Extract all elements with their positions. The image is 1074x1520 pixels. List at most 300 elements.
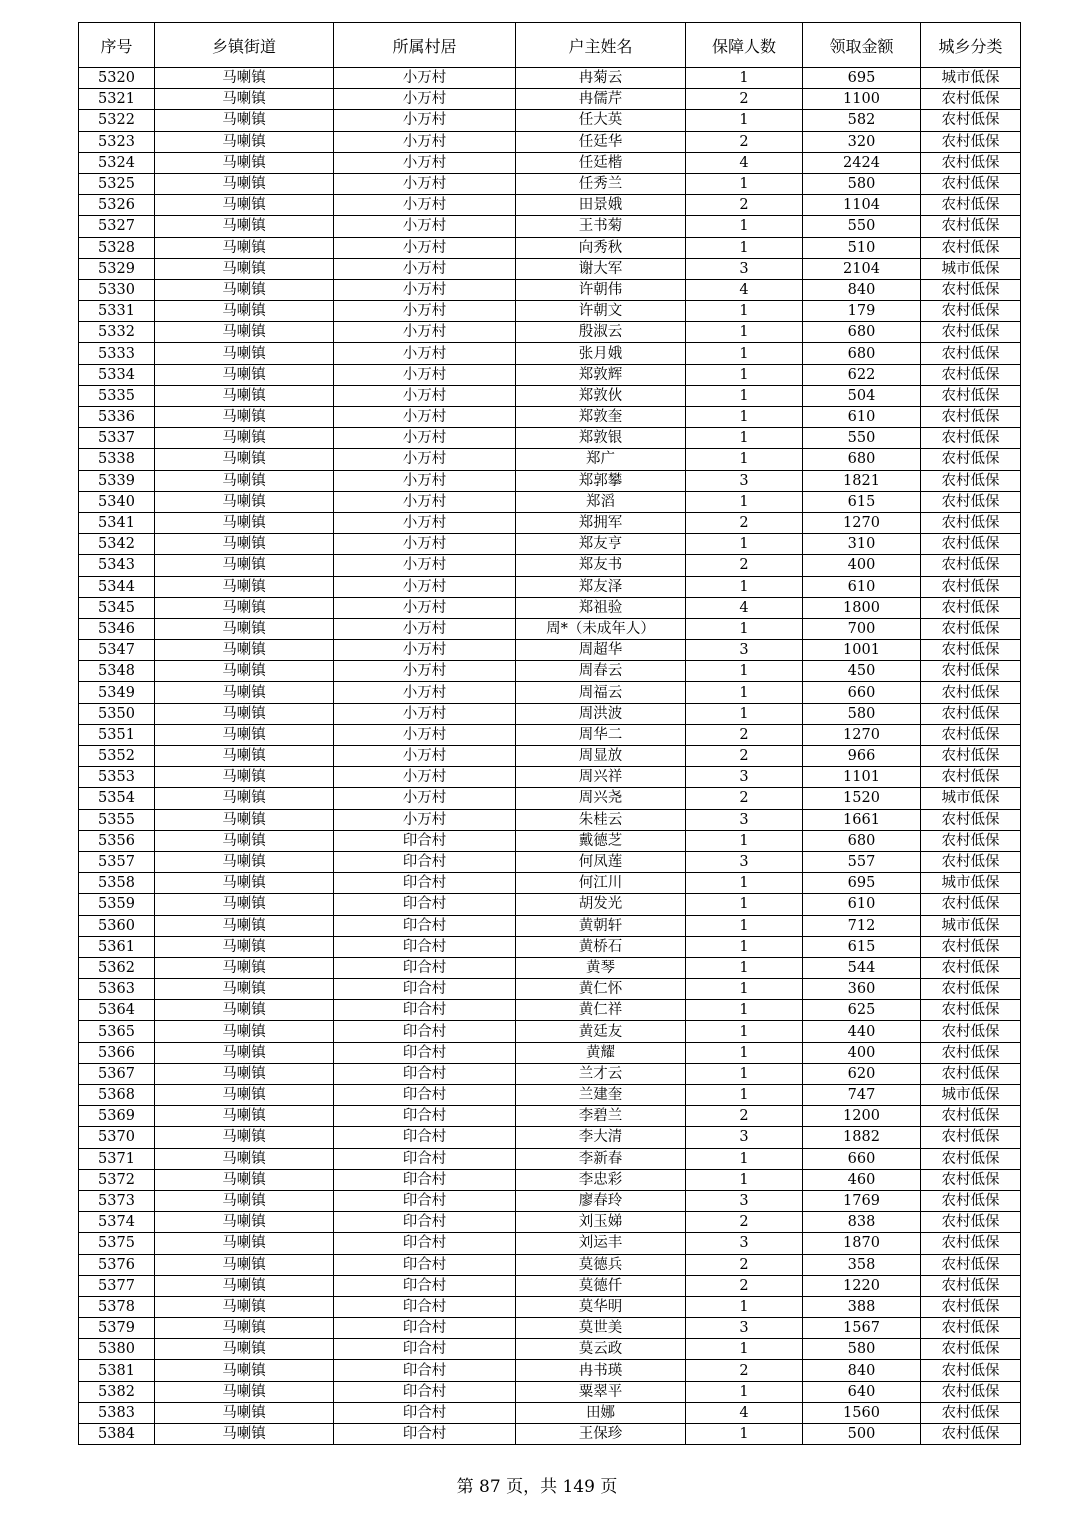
serial-number-cell: 5343 — [79, 555, 155, 576]
table-row — [79, 237, 1021, 258]
village-cell: 印合村 — [334, 936, 516, 957]
amount-cell: 450 — [803, 661, 921, 682]
category-cell: 农村低保 — [921, 1063, 1021, 1084]
table-row — [79, 979, 1021, 1000]
householder-name-cell: 廖春玲 — [516, 1190, 686, 1211]
amount-cell: 695 — [803, 873, 921, 894]
serial-number-cell: 5351 — [79, 724, 155, 745]
township-cell: 马喇镇 — [155, 809, 334, 830]
covered-persons-cell: 1 — [686, 428, 803, 449]
table-row — [79, 936, 1021, 957]
serial-number-cell: 5383 — [79, 1402, 155, 1423]
serial-number-cell: 5369 — [79, 1106, 155, 1127]
amount-cell: 310 — [803, 534, 921, 555]
category-cell: 农村低保 — [921, 724, 1021, 745]
covered-persons-cell: 1 — [686, 703, 803, 724]
village-cell: 小万村 — [334, 258, 516, 279]
serial-number-cell: 5368 — [79, 1085, 155, 1106]
township-cell: 马喇镇 — [155, 1085, 334, 1106]
householder-name-cell: 莫云政 — [516, 1339, 686, 1360]
serial-number-cell: 5357 — [79, 851, 155, 872]
table-row — [79, 428, 1021, 449]
township-cell: 马喇镇 — [155, 89, 334, 110]
category-cell: 农村低保 — [921, 1042, 1021, 1063]
category-cell: 城市低保 — [921, 873, 1021, 894]
township-cell: 马喇镇 — [155, 1127, 334, 1148]
table-row — [79, 724, 1021, 745]
amount-cell: 2424 — [803, 152, 921, 173]
table-row — [79, 173, 1021, 194]
covered-persons-cell: 1 — [686, 873, 803, 894]
township-cell: 马喇镇 — [155, 1212, 334, 1233]
serial-number-cell: 5337 — [79, 428, 155, 449]
serial-number-cell: 5354 — [79, 788, 155, 809]
amount-cell: 400 — [803, 555, 921, 576]
village-cell: 小万村 — [334, 68, 516, 89]
township-cell: 马喇镇 — [155, 1296, 334, 1317]
serial-number-cell: 5321 — [79, 89, 155, 110]
householder-name-cell: 李大清 — [516, 1127, 686, 1148]
serial-number-cell: 5356 — [79, 830, 155, 851]
table-row — [79, 661, 1021, 682]
table-row — [79, 195, 1021, 216]
category-cell: 农村低保 — [921, 1318, 1021, 1339]
category-cell: 农村低保 — [921, 1169, 1021, 1190]
table-row — [79, 1381, 1021, 1402]
township-cell: 马喇镇 — [155, 1254, 334, 1275]
township-cell: 马喇镇 — [155, 746, 334, 767]
category-cell: 农村低保 — [921, 555, 1021, 576]
householder-name-cell: 黄仁祥 — [516, 1000, 686, 1021]
township-cell: 马喇镇 — [155, 1339, 334, 1360]
table-row — [79, 301, 1021, 322]
table-row — [79, 830, 1021, 851]
serial-number-cell: 5348 — [79, 661, 155, 682]
village-cell: 小万村 — [334, 576, 516, 597]
table-row — [79, 618, 1021, 639]
covered-persons-cell: 3 — [686, 1318, 803, 1339]
category-cell: 农村低保 — [921, 173, 1021, 194]
village-cell: 小万村 — [334, 555, 516, 576]
village-cell: 印合村 — [334, 1085, 516, 1106]
township-cell: 马喇镇 — [155, 195, 334, 216]
table-row — [79, 491, 1021, 512]
serial-number-cell: 5373 — [79, 1190, 155, 1211]
township-cell: 马喇镇 — [155, 936, 334, 957]
village-cell: 印合村 — [334, 1318, 516, 1339]
serial-number-cell: 5377 — [79, 1275, 155, 1296]
header-village: 所属村居 — [334, 23, 516, 68]
township-cell: 马喇镇 — [155, 830, 334, 851]
category-cell: 农村低保 — [921, 1233, 1021, 1254]
covered-persons-cell: 3 — [686, 1127, 803, 1148]
covered-persons-cell: 1 — [686, 979, 803, 1000]
serial-number-cell: 5374 — [79, 1212, 155, 1233]
covered-persons-cell: 2 — [686, 89, 803, 110]
village-cell: 小万村 — [334, 237, 516, 258]
township-cell: 马喇镇 — [155, 1318, 334, 1339]
serial-number-cell: 5323 — [79, 131, 155, 152]
village-cell: 小万村 — [334, 216, 516, 237]
table-row — [79, 1169, 1021, 1190]
category-cell: 农村低保 — [921, 89, 1021, 110]
amount-cell: 1520 — [803, 788, 921, 809]
covered-persons-cell: 1 — [686, 110, 803, 131]
covered-persons-cell: 4 — [686, 1402, 803, 1423]
township-cell: 马喇镇 — [155, 1381, 334, 1402]
householder-name-cell: 王书菊 — [516, 216, 686, 237]
village-cell: 小万村 — [334, 746, 516, 767]
village-cell: 小万村 — [334, 534, 516, 555]
covered-persons-cell: 2 — [686, 1212, 803, 1233]
category-cell: 农村低保 — [921, 1106, 1021, 1127]
householder-name-cell: 黄朝轩 — [516, 915, 686, 936]
serial-number-cell: 5360 — [79, 915, 155, 936]
householder-name-cell: 胡发光 — [516, 894, 686, 915]
serial-number-cell: 5329 — [79, 258, 155, 279]
category-cell: 农村低保 — [921, 979, 1021, 1000]
covered-persons-cell: 1 — [686, 830, 803, 851]
category-cell: 城市低保 — [921, 68, 1021, 89]
covered-persons-cell: 1 — [686, 385, 803, 406]
amount-cell: 700 — [803, 618, 921, 639]
serial-number-cell: 5338 — [79, 449, 155, 470]
category-cell: 农村低保 — [921, 152, 1021, 173]
village-cell: 印合村 — [334, 1339, 516, 1360]
township-cell: 马喇镇 — [155, 1063, 334, 1084]
village-cell: 印合村 — [334, 1042, 516, 1063]
amount-cell: 1220 — [803, 1275, 921, 1296]
category-cell: 农村低保 — [921, 195, 1021, 216]
householder-name-cell: 郑拥军 — [516, 512, 686, 533]
amount-cell: 610 — [803, 576, 921, 597]
table-header — [79, 23, 1021, 68]
serial-number-cell: 5375 — [79, 1233, 155, 1254]
township-cell: 马喇镇 — [155, 173, 334, 194]
covered-persons-cell: 1 — [686, 1042, 803, 1063]
category-cell: 农村低保 — [921, 640, 1021, 661]
village-cell: 小万村 — [334, 682, 516, 703]
category-cell: 农村低保 — [921, 597, 1021, 618]
amount-cell: 358 — [803, 1254, 921, 1275]
serial-number-cell: 5365 — [79, 1021, 155, 1042]
village-cell: 小万村 — [334, 407, 516, 428]
serial-number-cell: 5325 — [79, 173, 155, 194]
village-cell: 小万村 — [334, 809, 516, 830]
table-row — [79, 1190, 1021, 1211]
householder-name-cell: 黄仁怀 — [516, 979, 686, 1000]
table-body — [79, 68, 1021, 1445]
householder-name-cell: 任廷楷 — [516, 152, 686, 173]
table-row — [79, 216, 1021, 237]
covered-persons-cell: 1 — [686, 491, 803, 512]
township-cell: 马喇镇 — [155, 724, 334, 745]
table-row — [79, 1233, 1021, 1254]
serial-number-cell: 5332 — [79, 322, 155, 343]
township-cell: 马喇镇 — [155, 1106, 334, 1127]
serial-number-cell: 5378 — [79, 1296, 155, 1317]
village-cell: 印合村 — [334, 1190, 516, 1211]
serial-number-cell: 5358 — [79, 873, 155, 894]
amount-cell: 838 — [803, 1212, 921, 1233]
township-cell: 马喇镇 — [155, 1360, 334, 1381]
covered-persons-cell: 2 — [686, 131, 803, 152]
serial-number-cell: 5326 — [79, 195, 155, 216]
table-row — [79, 1360, 1021, 1381]
village-cell: 印合村 — [334, 1275, 516, 1296]
householder-name-cell: 莫华明 — [516, 1296, 686, 1317]
village-cell: 小万村 — [334, 640, 516, 661]
amount-cell: 544 — [803, 957, 921, 978]
covered-persons-cell: 1 — [686, 661, 803, 682]
householder-name-cell: 李碧兰 — [516, 1106, 686, 1127]
village-cell: 印合村 — [334, 1381, 516, 1402]
category-cell: 农村低保 — [921, 1254, 1021, 1275]
village-cell: 印合村 — [334, 915, 516, 936]
amount-cell: 580 — [803, 1339, 921, 1360]
township-cell: 马喇镇 — [155, 555, 334, 576]
village-cell: 印合村 — [334, 1402, 516, 1423]
serial-number-cell: 5361 — [79, 936, 155, 957]
serial-number-cell: 5362 — [79, 957, 155, 978]
serial-number-cell: 5370 — [79, 1127, 155, 1148]
category-cell: 农村低保 — [921, 364, 1021, 385]
category-cell: 农村低保 — [921, 131, 1021, 152]
table-row — [79, 1296, 1021, 1317]
township-cell: 马喇镇 — [155, 258, 334, 279]
township-cell: 马喇镇 — [155, 491, 334, 512]
householder-name-cell: 何江川 — [516, 873, 686, 894]
covered-persons-cell: 1 — [686, 576, 803, 597]
amount-cell: 680 — [803, 343, 921, 364]
amount-cell: 1567 — [803, 1318, 921, 1339]
covered-persons-cell: 1 — [686, 407, 803, 428]
table-row — [79, 1339, 1021, 1360]
village-cell: 小万村 — [334, 279, 516, 300]
table-row — [79, 534, 1021, 555]
table-row — [79, 1148, 1021, 1169]
header-township: 乡镇街道 — [155, 23, 334, 68]
table-row — [79, 1063, 1021, 1084]
covered-persons-cell: 3 — [686, 1233, 803, 1254]
householder-name-cell: 粟翠平 — [516, 1381, 686, 1402]
householder-name-cell: 朱桂云 — [516, 809, 686, 830]
serial-number-cell: 5341 — [79, 512, 155, 533]
covered-persons-cell: 2 — [686, 724, 803, 745]
category-cell: 农村低保 — [921, 746, 1021, 767]
serial-number-cell: 5353 — [79, 767, 155, 788]
township-cell: 马喇镇 — [155, 682, 334, 703]
householder-name-cell: 周洪波 — [516, 703, 686, 724]
township-cell: 马喇镇 — [155, 428, 334, 449]
serial-number-cell: 5342 — [79, 534, 155, 555]
township-cell: 马喇镇 — [155, 851, 334, 872]
table-row — [79, 640, 1021, 661]
category-cell: 农村低保 — [921, 851, 1021, 872]
township-cell: 马喇镇 — [155, 364, 334, 385]
table-row — [79, 110, 1021, 131]
serial-number-cell: 5376 — [79, 1254, 155, 1275]
amount-cell: 625 — [803, 1000, 921, 1021]
covered-persons-cell: 1 — [686, 894, 803, 915]
amount-cell: 712 — [803, 915, 921, 936]
householder-name-cell: 郑友书 — [516, 555, 686, 576]
table-row — [79, 555, 1021, 576]
category-cell: 农村低保 — [921, 682, 1021, 703]
covered-persons-cell: 1 — [686, 173, 803, 194]
householder-name-cell: 周华二 — [516, 724, 686, 745]
township-cell: 马喇镇 — [155, 640, 334, 661]
serial-number-cell: 5352 — [79, 746, 155, 767]
township-cell: 马喇镇 — [155, 237, 334, 258]
category-cell: 农村低保 — [921, 449, 1021, 470]
township-cell: 马喇镇 — [155, 979, 334, 1000]
covered-persons-cell: 3 — [686, 640, 803, 661]
category-cell: 农村低保 — [921, 809, 1021, 830]
amount-cell: 1100 — [803, 89, 921, 110]
village-cell: 印合村 — [334, 1169, 516, 1190]
serial-number-cell: 5384 — [79, 1424, 155, 1445]
village-cell: 小万村 — [334, 512, 516, 533]
township-cell: 马喇镇 — [155, 661, 334, 682]
table-row — [79, 407, 1021, 428]
covered-persons-cell: 2 — [686, 788, 803, 809]
village-cell: 小万村 — [334, 470, 516, 491]
village-cell: 小万村 — [334, 152, 516, 173]
covered-persons-cell: 2 — [686, 555, 803, 576]
householder-name-cell: 周兴祥 — [516, 767, 686, 788]
amount-cell: 680 — [803, 830, 921, 851]
householder-name-cell: 周福云 — [516, 682, 686, 703]
householder-name-cell: 王保珍 — [516, 1424, 686, 1445]
header-covered-persons: 保障人数 — [686, 23, 803, 68]
table-row — [79, 1212, 1021, 1233]
householder-name-cell: 郑郭攀 — [516, 470, 686, 491]
amount-cell: 360 — [803, 979, 921, 1000]
township-cell: 马喇镇 — [155, 470, 334, 491]
amount-cell: 388 — [803, 1296, 921, 1317]
village-cell: 印合村 — [334, 851, 516, 872]
village-cell: 小万村 — [334, 767, 516, 788]
serial-number-cell: 5328 — [79, 237, 155, 258]
householder-name-cell: 郑滔 — [516, 491, 686, 512]
category-cell: 农村低保 — [921, 322, 1021, 343]
serial-number-cell: 5366 — [79, 1042, 155, 1063]
covered-persons-cell: 1 — [686, 343, 803, 364]
covered-persons-cell: 1 — [686, 1000, 803, 1021]
category-cell: 农村低保 — [921, 1339, 1021, 1360]
header-householder-name: 户主姓名 — [516, 23, 686, 68]
householder-name-cell: 黄耀 — [516, 1042, 686, 1063]
village-cell: 小万村 — [334, 724, 516, 745]
serial-number-cell: 5344 — [79, 576, 155, 597]
covered-persons-cell: 1 — [686, 1085, 803, 1106]
householder-name-cell: 黄琴 — [516, 957, 686, 978]
serial-number-cell: 5334 — [79, 364, 155, 385]
village-cell: 印合村 — [334, 894, 516, 915]
category-cell: 农村低保 — [921, 512, 1021, 533]
amount-cell: 615 — [803, 491, 921, 512]
village-cell: 印合村 — [334, 830, 516, 851]
serial-number-cell: 5380 — [79, 1339, 155, 1360]
category-cell: 农村低保 — [921, 1275, 1021, 1296]
amount-cell: 1270 — [803, 724, 921, 745]
category-cell: 农村低保 — [921, 1424, 1021, 1445]
header-serial-number: 序号 — [79, 23, 155, 68]
category-cell: 农村低保 — [921, 703, 1021, 724]
township-cell: 马喇镇 — [155, 216, 334, 237]
amount-cell: 580 — [803, 173, 921, 194]
covered-persons-cell: 1 — [686, 449, 803, 470]
householder-name-cell: 黄桥石 — [516, 936, 686, 957]
category-cell: 农村低保 — [921, 830, 1021, 851]
village-cell: 印合村 — [334, 1254, 516, 1275]
householder-name-cell: 刘玉娣 — [516, 1212, 686, 1233]
village-cell: 印合村 — [334, 1063, 516, 1084]
covered-persons-cell: 1 — [686, 237, 803, 258]
table-row — [79, 767, 1021, 788]
table-row — [79, 1085, 1021, 1106]
amount-cell: 840 — [803, 279, 921, 300]
table-row — [79, 788, 1021, 809]
village-cell: 印合村 — [334, 1127, 516, 1148]
amount-cell: 1821 — [803, 470, 921, 491]
township-cell: 马喇镇 — [155, 703, 334, 724]
village-cell: 小万村 — [334, 597, 516, 618]
table-row — [79, 1042, 1021, 1063]
amount-cell: 840 — [803, 1360, 921, 1381]
village-cell: 小万村 — [334, 173, 516, 194]
covered-persons-cell: 1 — [686, 1339, 803, 1360]
category-cell: 农村低保 — [921, 957, 1021, 978]
township-cell: 马喇镇 — [155, 534, 334, 555]
amount-cell: 179 — [803, 301, 921, 322]
village-cell: 印合村 — [334, 1360, 516, 1381]
table-row — [79, 152, 1021, 173]
householder-name-cell: 任廷华 — [516, 131, 686, 152]
village-cell: 印合村 — [334, 1021, 516, 1042]
township-cell: 马喇镇 — [155, 1233, 334, 1254]
serial-number-cell: 5327 — [79, 216, 155, 237]
relief-roster-table — [78, 22, 1021, 1445]
amount-cell: 550 — [803, 428, 921, 449]
village-cell: 小万村 — [334, 449, 516, 470]
township-cell: 马喇镇 — [155, 915, 334, 936]
village-cell: 印合村 — [334, 1212, 516, 1233]
village-cell: 小万村 — [334, 428, 516, 449]
table-row — [79, 89, 1021, 110]
householder-name-cell: 郑敦奎 — [516, 407, 686, 428]
amount-cell: 660 — [803, 682, 921, 703]
amount-cell: 440 — [803, 1021, 921, 1042]
category-cell: 农村低保 — [921, 343, 1021, 364]
table-row — [79, 746, 1021, 767]
covered-persons-cell: 1 — [686, 1063, 803, 1084]
serial-number-cell: 5333 — [79, 343, 155, 364]
township-cell: 马喇镇 — [155, 512, 334, 533]
township-cell: 马喇镇 — [155, 343, 334, 364]
serial-number-cell: 5382 — [79, 1381, 155, 1402]
table-row — [79, 512, 1021, 533]
township-cell: 马喇镇 — [155, 131, 334, 152]
village-cell: 印合村 — [334, 979, 516, 1000]
category-cell: 城市低保 — [921, 915, 1021, 936]
township-cell: 马喇镇 — [155, 407, 334, 428]
householder-name-cell: 殷淑云 — [516, 322, 686, 343]
village-cell: 小万村 — [334, 385, 516, 406]
householder-name-cell: 何凤莲 — [516, 851, 686, 872]
householder-name-cell: 兰建奎 — [516, 1085, 686, 1106]
